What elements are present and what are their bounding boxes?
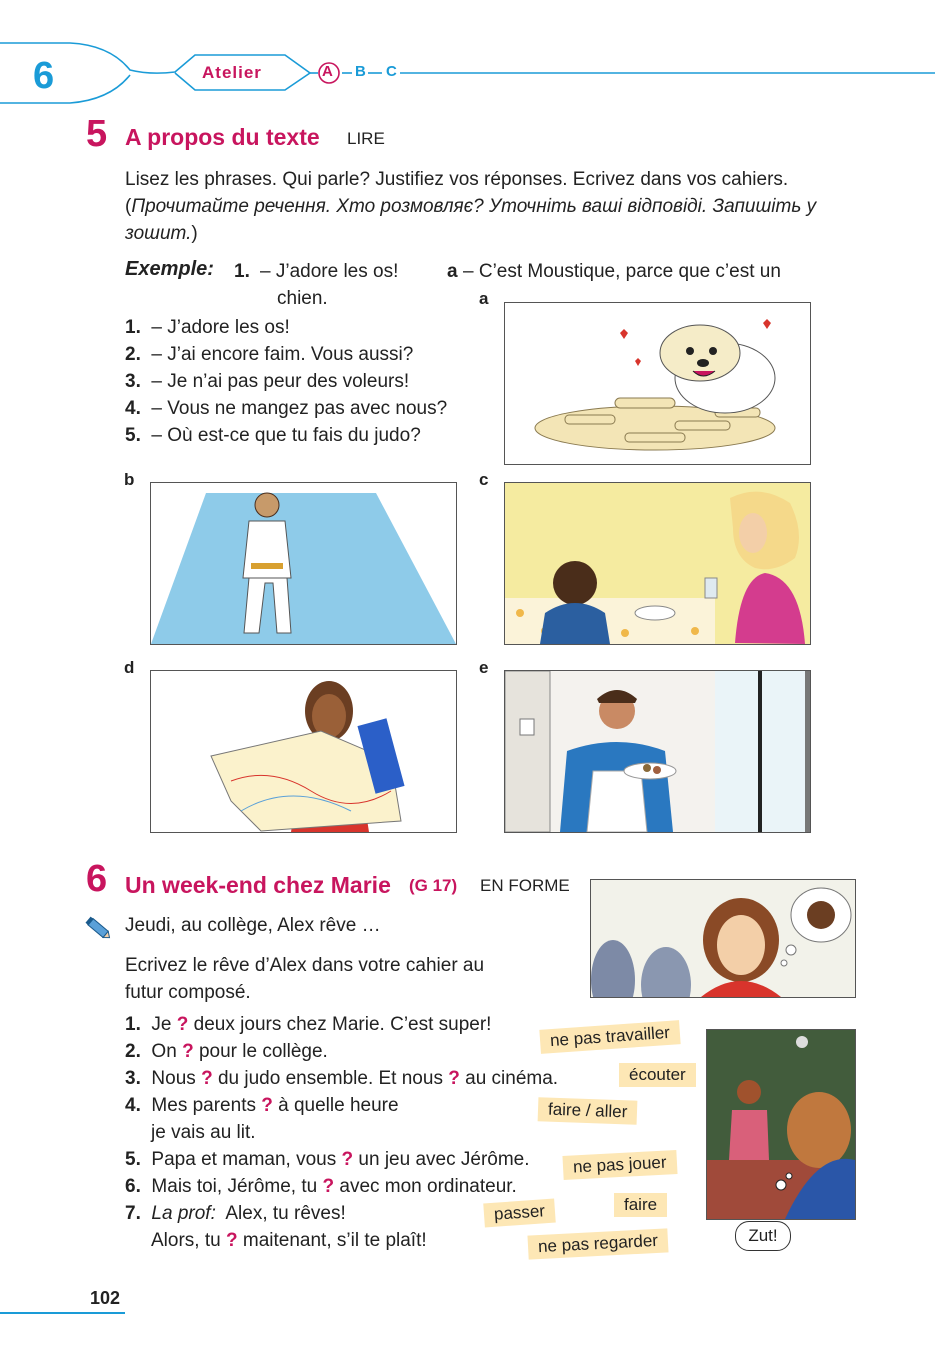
exercise-6-tag: EN FORME xyxy=(480,876,570,895)
list-item: 7. La prof: Alex, tu rêves! xyxy=(125,1203,346,1224)
panel-c-dinner-illustration xyxy=(504,482,811,645)
example-answer-letter: a xyxy=(447,261,458,282)
list-item: 3. – Je n’ai pas peur des voleurs! xyxy=(125,371,410,392)
instruction-translation: Прочитайте речення. Хто розмовляє? Уточніть ваші відповіді. Запишіть у зошит. xyxy=(125,196,817,244)
list-item: 1. – J’adore les os! xyxy=(125,317,290,338)
verb-tag: écouter xyxy=(619,1063,696,1087)
classroom-illustration xyxy=(706,1029,856,1220)
exercise-6-title: Un week-end chez Marie xyxy=(125,872,391,898)
panel-b-judo-illustration xyxy=(150,482,457,645)
exercise-5-title: A propos du texte xyxy=(125,124,320,150)
step-a: A xyxy=(322,63,333,80)
list-item: 4. Mes parents ? à quelle heure xyxy=(125,1095,399,1116)
classroom-image xyxy=(707,1030,855,1219)
man-serving-food-image xyxy=(505,671,810,832)
list-item-continued: Alors, tu ? maitenant, s’il te plaît! xyxy=(151,1230,427,1251)
pencil-icon xyxy=(84,914,112,942)
header-rule xyxy=(0,40,935,110)
verb-tag: passer xyxy=(483,1199,556,1228)
page-number: 102 xyxy=(90,1288,121,1308)
list-item: 5. – Où est-ce que tu fais du judo? xyxy=(125,425,421,446)
panel-a-label: a xyxy=(479,289,489,308)
dog-with-bones-image xyxy=(505,303,810,464)
example-answer: – C’est Moustique, parce que c’est un xyxy=(463,261,781,282)
list-item-continued: je vais au lit. xyxy=(151,1122,256,1143)
girl-with-map-image xyxy=(151,671,456,832)
list-item: 2. On ? pour le collège. xyxy=(125,1041,328,1062)
panel-e-label: e xyxy=(479,658,489,677)
verb-tag: ne pas travailler xyxy=(539,1020,680,1054)
dreaming-girl-image xyxy=(591,880,855,997)
list-item: 4. – Vous ne mangez pas avec nous? xyxy=(125,398,448,419)
exercise-5-number: 5 xyxy=(86,113,108,155)
exercise-6-intro: Jeudi, au collège, Alex rêve … xyxy=(125,915,381,936)
panel-c-label: c xyxy=(479,470,489,489)
exercise-5-tag: LIRE xyxy=(347,129,385,148)
panel-a-dog-illustration xyxy=(504,302,811,465)
panel-d-map-illustration xyxy=(150,670,457,833)
step-b: B xyxy=(355,63,366,80)
exercise-5-instruction: Lisez les phrases. Qui parle? Justifiez vos réponses. Ecrivez dans vos cahiers. (Прочитайте речення. Хто розмовляє? Уточніть ваші відповіді. Запишіть у зошит.) xyxy=(125,169,817,244)
list-item: 3. Nous ? du judo ensemble. Et nous ? au cinéma. xyxy=(125,1068,559,1089)
exercise-5-items xyxy=(125,314,447,449)
verb-tag: ne pas jouer xyxy=(562,1150,677,1180)
footer-rule xyxy=(0,1312,125,1314)
list-item: 6. Mais toi, Jérôme, tu ? avec mon ordinateur. xyxy=(125,1176,517,1197)
chapter-number: 6 xyxy=(33,55,55,97)
speech-bubble: Zut! xyxy=(735,1221,791,1251)
panel-e-kitchen-illustration xyxy=(504,670,811,833)
dreaming-girl-illustration xyxy=(590,879,856,998)
verb-tag: faire / aller xyxy=(538,1097,638,1124)
panel-b-label: b xyxy=(124,470,135,489)
example-label: Exemple: xyxy=(125,258,214,280)
list-item: 5. Papa et maman, vous ? un jeu avec Jérôme. xyxy=(125,1149,530,1170)
list-item: 1. Je ? deux jours chez Marie. C’est super! xyxy=(125,1014,492,1035)
dinner-table-image xyxy=(505,483,810,644)
verb-tag: faire xyxy=(614,1193,667,1217)
section-title: Atelier xyxy=(202,63,262,82)
step-c: C xyxy=(386,63,397,80)
exercise-6-instruction: Ecrivez le rêve d’Alex dans votre cahier au futur composé. xyxy=(125,955,485,1003)
verb-tag: ne pas regarder xyxy=(527,1228,668,1259)
grammar-reference: (G 17) xyxy=(409,876,458,895)
example-number: 1. xyxy=(234,261,250,282)
example-quote: – J’adore les os! xyxy=(260,261,399,282)
example-answer-continued: chien. xyxy=(277,288,328,309)
instruction-text: Lisez les phrases. Qui parle? Justifiez vos réponses. Ecrivez dans vos cahiers. xyxy=(125,169,789,190)
panel-d-label: d xyxy=(124,658,135,677)
exercise-6-number: 6 xyxy=(86,858,108,900)
judo-boy-image xyxy=(151,483,456,644)
list-item: 2. – J’ai encore faim. Vous aussi? xyxy=(125,344,414,365)
